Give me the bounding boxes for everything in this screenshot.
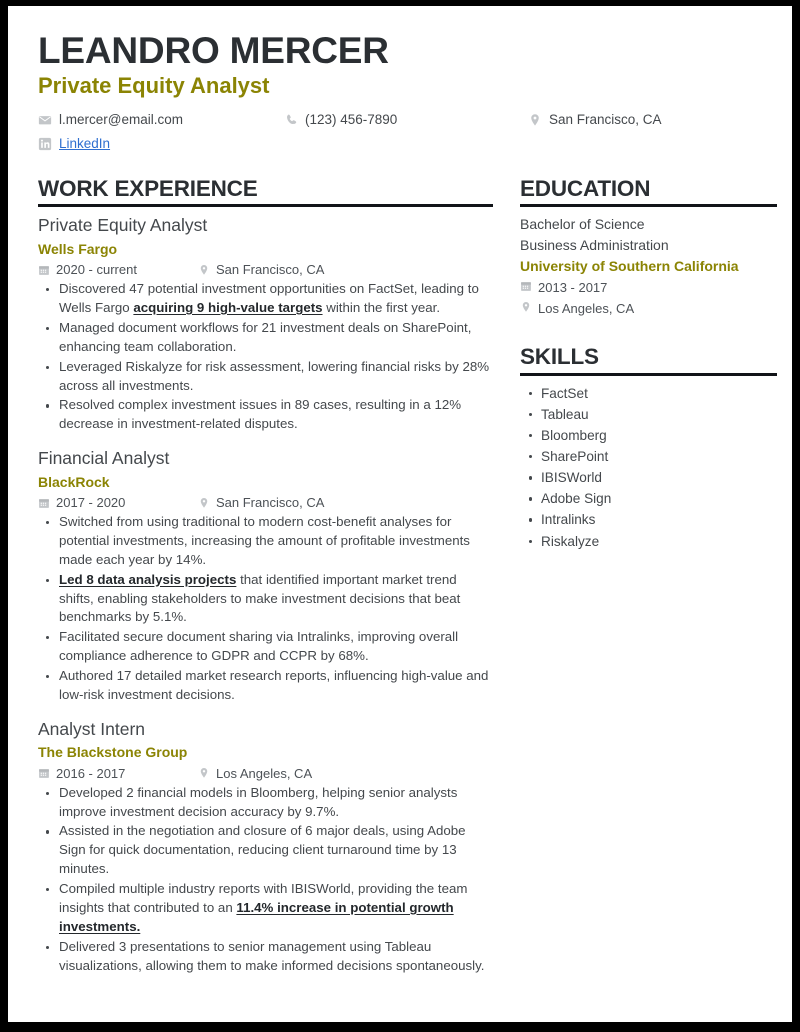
- job-title: Financial Analyst: [38, 448, 170, 469]
- map-pin-icon: [528, 113, 542, 127]
- job-bullets: [38, 513, 493, 705]
- job-entry: [38, 718, 493, 976]
- map-pin-icon: [520, 299, 532, 319]
- skill-item: FactSet: [520, 383, 777, 404]
- education-dates-text: 2013 - 2017: [538, 280, 608, 296]
- skill-item: IBISWorld: [520, 467, 777, 488]
- education-entry: [520, 214, 777, 319]
- bullet-highlight: acquiring 9 high-value targets: [133, 300, 323, 315]
- phone-icon: [284, 113, 298, 127]
- resume-header: [38, 30, 762, 153]
- education-location: [520, 299, 777, 319]
- calendar-icon: [38, 497, 50, 509]
- bullet-highlight: Led 8 data analysis projects: [59, 571, 237, 587]
- job-title: Private Equity Analyst: [38, 215, 208, 236]
- contact-linkedin[interactable]: [38, 136, 284, 153]
- resume-body: [38, 177, 762, 989]
- education-degree: Bachelor of Science: [520, 216, 645, 233]
- skills-divider: [520, 373, 777, 376]
- skill-item: Intralinks: [520, 509, 777, 530]
- map-pin-icon: [198, 497, 210, 509]
- bullet-highlight: 11.4% increase in potential growth investments.: [59, 899, 454, 934]
- job-dates-text: 2020 - current: [56, 262, 137, 278]
- linkedin-icon: [38, 137, 52, 151]
- work-experience-list: [38, 214, 493, 975]
- job-location: [198, 262, 324, 277]
- job-location: [198, 495, 324, 510]
- job-bullet: Switched from using traditional to modern cost-benefit analyses for potential investments, increasing the amount of profitable investments made each year by 14%.: [38, 513, 493, 570]
- skill-item: Tableau: [520, 404, 777, 425]
- skill-item: Riskalyze: [520, 531, 777, 552]
- job-dates: [38, 766, 198, 781]
- education-heading: EDUCATION: [520, 175, 651, 201]
- skill-item: SharePoint: [520, 446, 777, 467]
- job-dates-text: 2017 - 2020: [56, 495, 126, 511]
- contact-location: [528, 112, 738, 129]
- calendar-icon: [38, 264, 50, 276]
- job-bullet: Led 8 data analysis projects that identified important market trend shifts, enabling stakeholders to make investment decisions that beat benchmarks by 5.1%.: [38, 571, 493, 628]
- job-location-text: San Francisco, CA: [216, 495, 325, 511]
- education-school: University of Southern California: [520, 258, 739, 275]
- job-bullet: Compiled multiple industry reports with IBISWorld, providing the team insights that contributed to an 11.4% increase in potential growth investments.: [38, 880, 493, 937]
- job-location-text: Los Angeles, CA: [216, 765, 313, 781]
- skill-item: Adobe Sign: [520, 488, 777, 509]
- contact-phone[interactable]: [284, 112, 528, 129]
- linkedin-link[interactable]: LinkedIn: [59, 135, 111, 151]
- education-location-text: Los Angeles, CA: [538, 301, 635, 317]
- job-meta: [38, 495, 493, 510]
- education-list: [520, 214, 777, 319]
- candidate-name: LEANDRO MERCER: [38, 30, 389, 71]
- contact-location-text: San Francisco, CA: [549, 111, 662, 127]
- job-bullet: Managed document workflows for 21 investment deals on SharePoint, enhancing team collaboration.: [38, 319, 493, 357]
- job-location-text: San Francisco, CA: [216, 262, 325, 278]
- envelope-icon: [38, 113, 52, 127]
- education-field: Business Administration: [520, 237, 669, 254]
- skills-list: [520, 383, 777, 552]
- map-pin-icon: [198, 264, 210, 276]
- job-dates: [38, 495, 198, 510]
- job-bullet: Assisted in the negotiation and closure of 6 major deals, using Adobe Sign for quick documentation, reducing client turnaround time by 13 minutes.: [38, 822, 493, 879]
- job-bullet: Resolved complex investment issues in 89 cases, resulting in a 12% decrease in investment-related disputes.: [38, 396, 493, 434]
- candidate-job-title: Private Equity Analyst: [38, 73, 270, 99]
- job-bullet: Facilitated secure document sharing via Intralinks, improving overall compliance adherence to GDPR and CCPR by 68%.: [38, 628, 493, 666]
- job-bullet: Delivered 3 presentations to senior management using Tableau visualizations, allowing them to make informed decisions spontaneously.: [38, 938, 493, 976]
- work-experience-divider: [38, 204, 493, 207]
- skills-heading: SKILLS: [520, 344, 599, 370]
- job-location: [198, 766, 312, 781]
- calendar-icon: [38, 767, 50, 779]
- job-company: The Blackstone Group: [38, 744, 188, 761]
- job-entry: [38, 447, 493, 705]
- job-bullet: Authored 17 detailed market research reports, influencing high-value and low-risk investment decisions.: [38, 667, 493, 705]
- contact-email[interactable]: [38, 112, 284, 129]
- job-bullets: [38, 280, 493, 434]
- job-dates-text: 2016 - 2017: [56, 765, 126, 781]
- job-entry: [38, 214, 493, 434]
- work-experience-heading: WORK EXPERIENCE: [38, 175, 258, 201]
- left-column: [38, 177, 493, 989]
- education-dates: [520, 278, 777, 298]
- job-company: BlackRock: [38, 473, 110, 490]
- job-bullet: Discovered 47 potential investment opportunities on FactSet, leading to Wells Fargo acquiring 9 high-value targets within the first year.: [38, 280, 493, 318]
- job-meta: [38, 262, 493, 277]
- education-divider: [520, 204, 777, 207]
- job-bullet: Developed 2 financial models in Bloomberg, helping senior analysts improve investment decision accuracy by 9.7%.: [38, 784, 493, 822]
- right-column: [520, 177, 777, 552]
- skill-item: Bloomberg: [520, 425, 777, 446]
- contact-phone-text: (123) 456-7890: [305, 111, 398, 127]
- job-title: Analyst Intern: [38, 718, 145, 739]
- calendar-icon: [520, 278, 532, 298]
- resume-page: [8, 6, 792, 1022]
- job-bullets: [38, 784, 493, 976]
- job-bullet: Leveraged Riskalyze for risk assessment, lowering financial risks by 28% across all investments.: [38, 358, 493, 396]
- contact-info: [38, 112, 762, 153]
- contact-email-text: l.mercer@email.com: [59, 111, 183, 127]
- job-dates: [38, 262, 198, 277]
- job-meta: [38, 766, 493, 781]
- job-company: Wells Fargo: [38, 240, 118, 257]
- map-pin-icon: [198, 767, 210, 779]
